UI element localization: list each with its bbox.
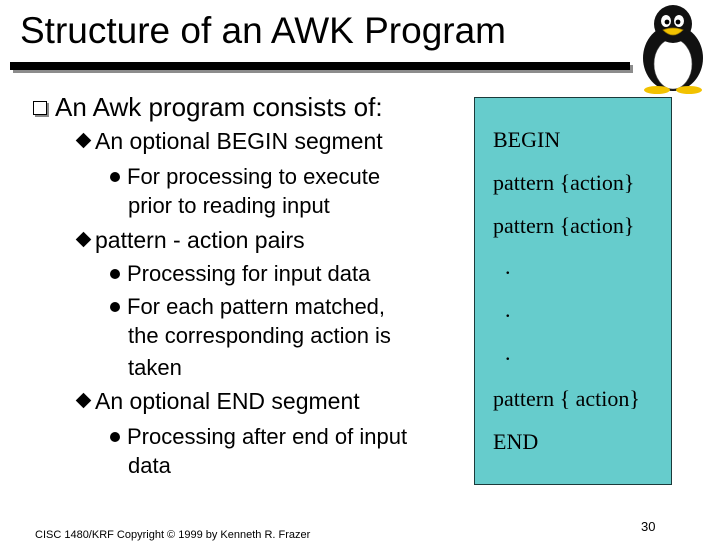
footer-copyright: CISC 1480/KRF Copyright © 1999 by Kenneth R. Frazer [35, 529, 311, 541]
bullet-text: pattern - action pairs [95, 227, 305, 253]
bullet-item [128, 321, 391, 351]
code-line: pattern { action} [493, 386, 640, 411]
slide-title: Structure of an AWK Program [20, 10, 506, 51]
bullet-item [78, 386, 360, 416]
code-line: pattern {action} [493, 170, 635, 195]
bullet-text: data [128, 453, 171, 478]
code-box [474, 97, 672, 485]
code-line: . [505, 297, 511, 322]
code-line: pattern {action} [493, 213, 635, 238]
bullet-item [110, 422, 407, 452]
bullet-text: An Awk program consists of: [55, 92, 383, 122]
title-rule [10, 62, 630, 70]
bullet-item [128, 191, 330, 221]
bullet-item [128, 451, 171, 481]
penguin-icon [633, 2, 711, 94]
bullet-text: Processing after end of input [127, 424, 408, 449]
bullet-text: An optional END segment [95, 388, 360, 414]
diamond-bullet-icon [76, 393, 92, 409]
code-line: . [505, 340, 511, 365]
bullet-item [110, 292, 385, 322]
diamond-bullet-icon [76, 232, 92, 248]
bullet-text: For each pattern matched, [127, 294, 386, 319]
bullet-text: the corresponding action is [128, 323, 391, 348]
bullet-text: Processing for input data [127, 261, 371, 286]
bullet-item [78, 225, 305, 255]
dot-bullet-icon [110, 432, 120, 442]
code-line: BEGIN [493, 127, 561, 152]
dot-bullet-icon [110, 302, 120, 312]
bullet-text: taken [128, 355, 182, 380]
code-line: . [505, 254, 511, 279]
bullet-item [78, 126, 383, 156]
bullet-item [128, 353, 182, 383]
bullet-text: prior to reading input [128, 193, 330, 218]
diamond-bullet-icon [76, 133, 92, 149]
page-number: 30 [641, 519, 656, 534]
square-bullet-icon [33, 101, 47, 115]
bullet-item [33, 92, 383, 122]
bullet-text: For processing to execute [127, 164, 381, 189]
bullet-text: An optional BEGIN segment [95, 128, 383, 154]
dot-bullet-icon [110, 269, 120, 279]
bullet-item [110, 162, 380, 192]
code-line: END [493, 429, 539, 454]
bullet-item [110, 259, 370, 289]
dot-bullet-icon [110, 172, 120, 182]
